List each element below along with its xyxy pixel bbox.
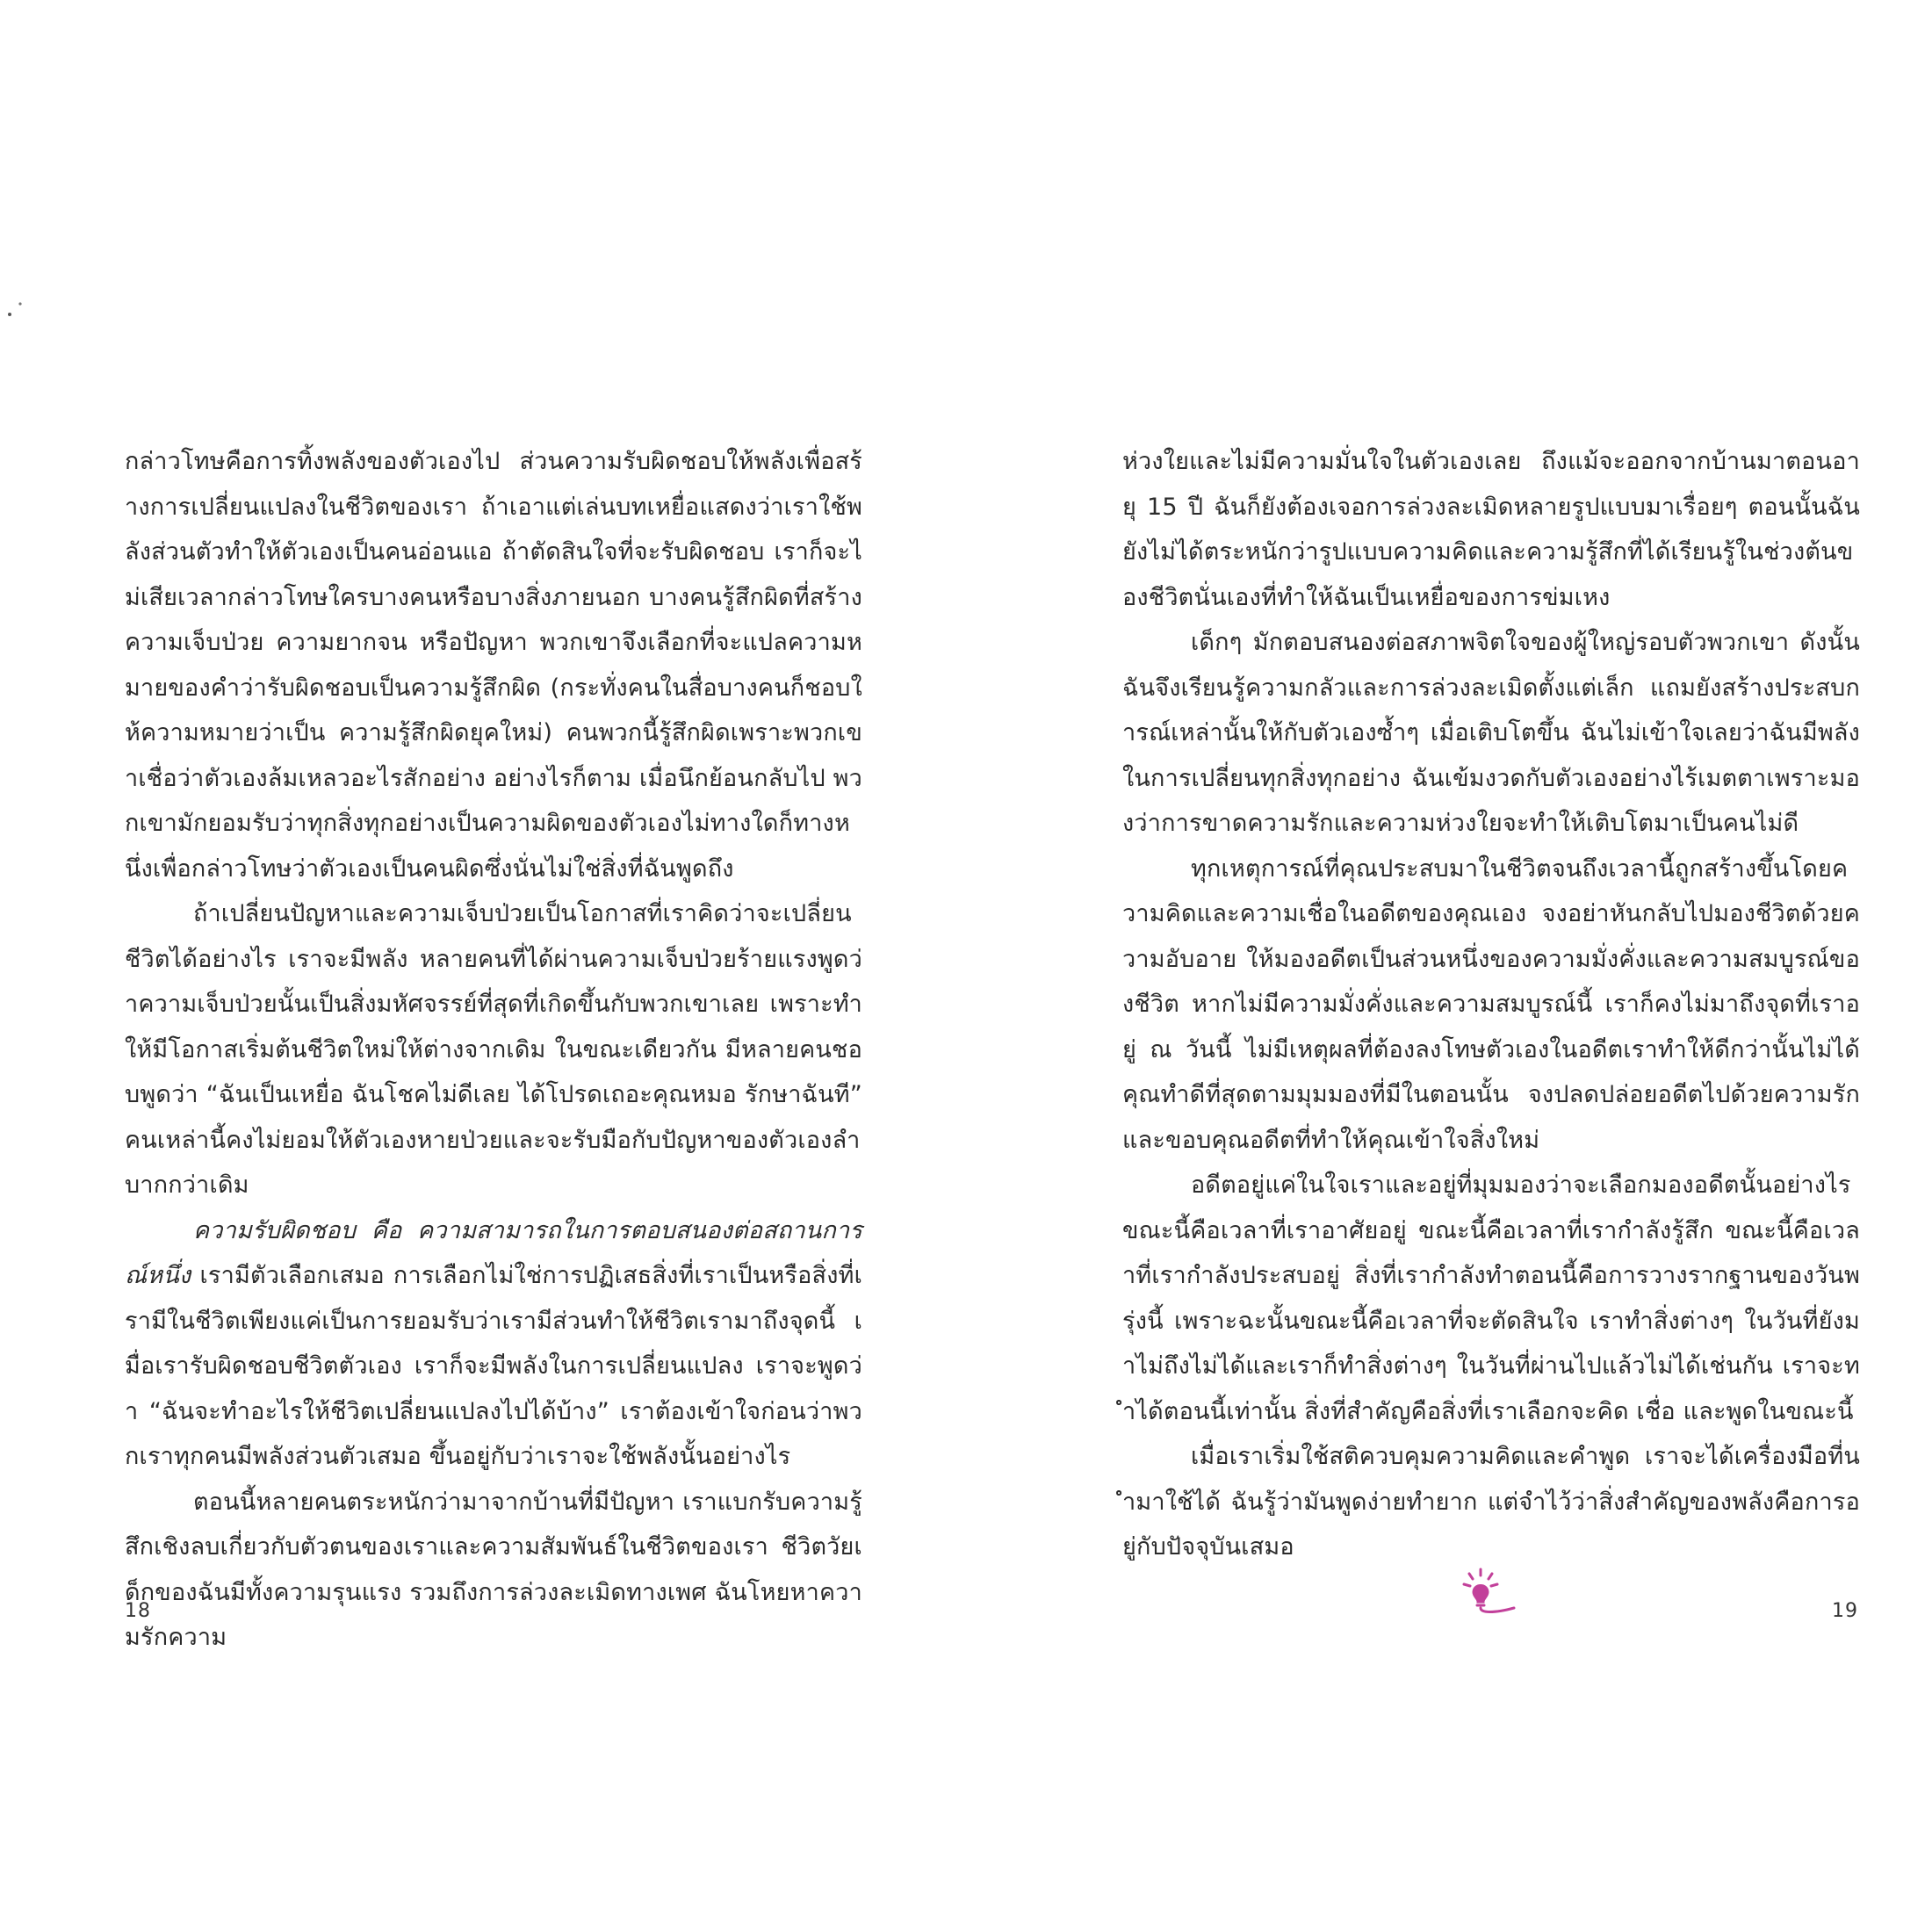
page-number-right: 19 bbox=[1832, 1600, 1858, 1622]
italic-definition: ความรับผิดชอบ คือ ความสามารถในการตอบสนองต่อสถานการณ์หนึ่ง bbox=[125, 1216, 862, 1289]
right-paragraph-3: ทุกเหตุการณ์ที่คุณประสบมาในชีวิตจนถึงเวลานี้ถูกสร้างขึ้นโดยความคิดและความเชื่อในอดีตของคุณเอง จงอย่าหันกลับไปมองชีวิตด้วยความอับอาย ให้มองอดีตเป็นส่วนหนึ่งของความมั่งคั่งและความสมบูรณ์ของชีวิต หากไม่มีความมั่งคั่งและความสมบูรณ์นี้ เราก็คงไม่มาถึงจุดที่เราอยู่ ณ วันนี้ ไม่มีเหตุผลที่ต้องลงโทษตัวเองในอดีตเราทำให้ดีกว่านั้นไม่ได้ คุณทำดีที่สุดตามมุมมองที่มีในตอนนั้น จงปลดปล่อยอดีตไปด้วยความรักและขอบคุณอดีตที่ทำให้คุณเข้าใจสิ่งใหม่ bbox=[1122, 854, 1860, 1154]
right-paragraph-2: เด็กๆ มักตอบสนองต่อสภาพจิตใจของผู้ใหญ่รอบตัวพวกเขา ดังนั้น ฉันจึงเรียนรู้ความกลัวและการล่วงละเมิดตั้งแต่เล็ก แถมยังสร้างประสบการณ์เหล่านั้นให้กับตัวเองซ้ำๆ เมื่อเติบโตขึ้น ฉันไม่เข้าใจเลยว่าฉันมีพลังในการเปลี่ยนทุกสิ่งทุกอย่าง ฉันเข้มงวดกับตัวเองอย่างไร้เมตตาเพราะมองว่าการขาดความรักและความห่วงใยจะทำให้เติบโตมาเป็นคนไม่ดี bbox=[1122, 629, 1860, 837]
left-paragraph-1: กล่าวโทษคือการทิ้งพลังของตัวเองไป ส่วนความรับผิดชอบให้พลังเพื่อสร้างการเปลี่ยนแปลงในชีวิตของเรา ถ้าเอาแต่เล่นบทเหยื่อแสดงว่าเราใช้พลังส่วนตัวทำให้ตัวเองเป็นคนอ่อนแอ ถ้าตัดสินใจที่จะรับผิดชอบ เราก็จะไม่เสียเวลากล่าวโทษใครบางคนหรือบางสิ่งภายนอก บางคนรู้สึกผิดที่สร้างความเจ็บป่วย ความยากจน หรือปัญหา พวกเขาจึงเลือกที่จะแปลความหมายของคำว่ารับผิดชอบเป็นความรู้สึกผิด (กระทั่งคนในสื่อบางคนก็ชอบให้ความหมายว่าเป็น ความรู้สึกผิดยุคใหม่) คนพวกนี้รู้สึกผิดเพราะพวกเขาเชื่อว่าตัวเองล้มเหลวอะไรสักอย่าง อย่างไรก็ตาม เมื่อนึกย้อนกลับไป พวกเขามักยอมรับว่าทุกสิ่งทุกอย่างเป็นความผิดของตัวเองไม่ทางใดก็ทางหนึ่งเพื่อกล่าวโทษว่าตัวเองเป็นคนผิดซึ่งนั่นไม่ใช่สิ่งที่ฉันพูดถึง bbox=[125, 448, 862, 883]
lightbulb-flourish-icon bbox=[1460, 1566, 1519, 1615]
right-page bbox=[1122, 439, 1860, 1570]
left-page bbox=[125, 439, 862, 1661]
left-paragraph-3 bbox=[125, 1208, 862, 1480]
right-paragraph-5: เมื่อเราเริ่มใช้สติควบคุมความคิดและคำพูด เราจะได้เครื่องมือที่นำมาใช้ได้ ฉันรู้ว่ามันพูดง่ายทำยาก แต่จำไว้ว่าสิ่งสำคัญของพลังคือการอยู่กับปัจจุบันเสมอ bbox=[1122, 1443, 1860, 1561]
right-paragraph-4: อดีตอยู่แค่ในใจเราและอยู่ที่มุมมองว่าจะเลือกมองอดีตนั้นอย่างไร ขณะนี้คือเวลาที่เราอาศัยอยู่ ขณะนี้คือเวลาที่เรากำลังรู้สึก ขณะนี้คือเวลาที่เรากำลังประสบอยู่ สิ่งที่เรากำลังทำตอนนี้คือการวางรากฐานของวันพรุ่งนี้ เพราะฉะนั้นขณะนี้คือเวลาที่จะตัดสินใจ เราทำสิ่งต่างๆ ในวันที่ยังมาไม่ถึงไม่ได้และเราก็ทำสิ่งต่างๆ ในวันที่ผ่านไปแล้วไม่ได้เช่นกัน เราจะทำได้ตอนนี้เท่านั้น สิ่งที่สำคัญคือสิ่งที่เราเลือกจะคิด เชื่อ และพูดในขณะนี้ bbox=[1122, 1171, 1860, 1425]
page-number-left: 18 bbox=[125, 1600, 151, 1622]
right-paragraph-1: ห่วงใยและไม่มีความมั่นใจในตัวเองเลย ถึงแม้จะออกจากบ้านมาตอนอายุ 15 ปี ฉันก็ยังต้องเจอการล่วงละเมิดหลายรูปแบบมาเรื่อยๆ ตอนนั้นฉันยังไม่ได้ตระหนักว่ารูปแบบความคิดและความรู้สึกที่ได้เรียนรู้ในช่วงต้นของชีวิตนั่นเองที่ทำให้ฉันเป็นเหยื่อของการข่มเหง bbox=[1122, 448, 1860, 611]
left-paragraph-4: ตอนนี้หลายคนตระหนักว่ามาจากบ้านที่มีปัญหา เราแบกรับความรู้สึกเชิงลบเกี่ยวกับตัวตนของเราและความสัมพันธ์ในชีวิตของเรา ชีวิตวัยเด็กของฉันมีทั้งความรุนแรง รวมถึงการล่วงละเมิดทางเพศ ฉันโหยหาความรักความ bbox=[125, 1488, 862, 1651]
left-paragraph-2: ถ้าเปลี่ยนปัญหาและความเจ็บป่วยเป็นโอกาสที่เราคิดว่าจะเปลี่ยนชีวิตได้อย่างไร เราจะมีพลัง หลายคนที่ได้ผ่านความเจ็บป่วยร้ายแรงพูดว่าความเจ็บป่วยนั้นเป็นสิ่งมหัศจรรย์ที่สุดที่เกิดขึ้นกับพวกเขาเลย เพราะทำให้มีโอกาสเริ่มต้นชีวิตใหม่ให้ต่างจากเดิม ในขณะเดียวกัน มีหลายคนชอบพูดว่า “ฉันเป็นเหยื่อ ฉันโชคไม่ดีเลย ได้โปรดเถอะคุณหมอ รักษาฉันที” คนเหล่านี้คงไม่ยอมให้ตัวเองหายป่วยและจะรับมือกับปัญหาของตัวเองลำบากกว่าเดิม bbox=[125, 900, 862, 1199]
left-paragraph-3-body: เรามีตัวเลือกเสมอ การเลือกไม่ใช่การปฏิเสธสิ่งที่เราเป็นหรือสิ่งที่เรามีในชีวิตเพียงแค่เป็นการยอมรับว่าเรามีส่วนทำให้ชีวิตเรามาถึงจุดนี้ เมื่อเรารับผิดชอบชีวิตตัวเอง เราก็จะมีพลังในการเปลี่ยนแปลง เราจะพูดว่า “ฉันจะทำอะไรให้ชีวิตเปลี่ยนแปลงไปได้บ้าง” เราต้องเข้าใจก่อนว่าพวกเราทุกคนมีพลังส่วนตัวเสมอ ขึ้นอยู่กับว่าเราจะใช้พลังนั้นอย่างไร bbox=[125, 1262, 862, 1470]
stray-mark bbox=[4, 295, 26, 321]
